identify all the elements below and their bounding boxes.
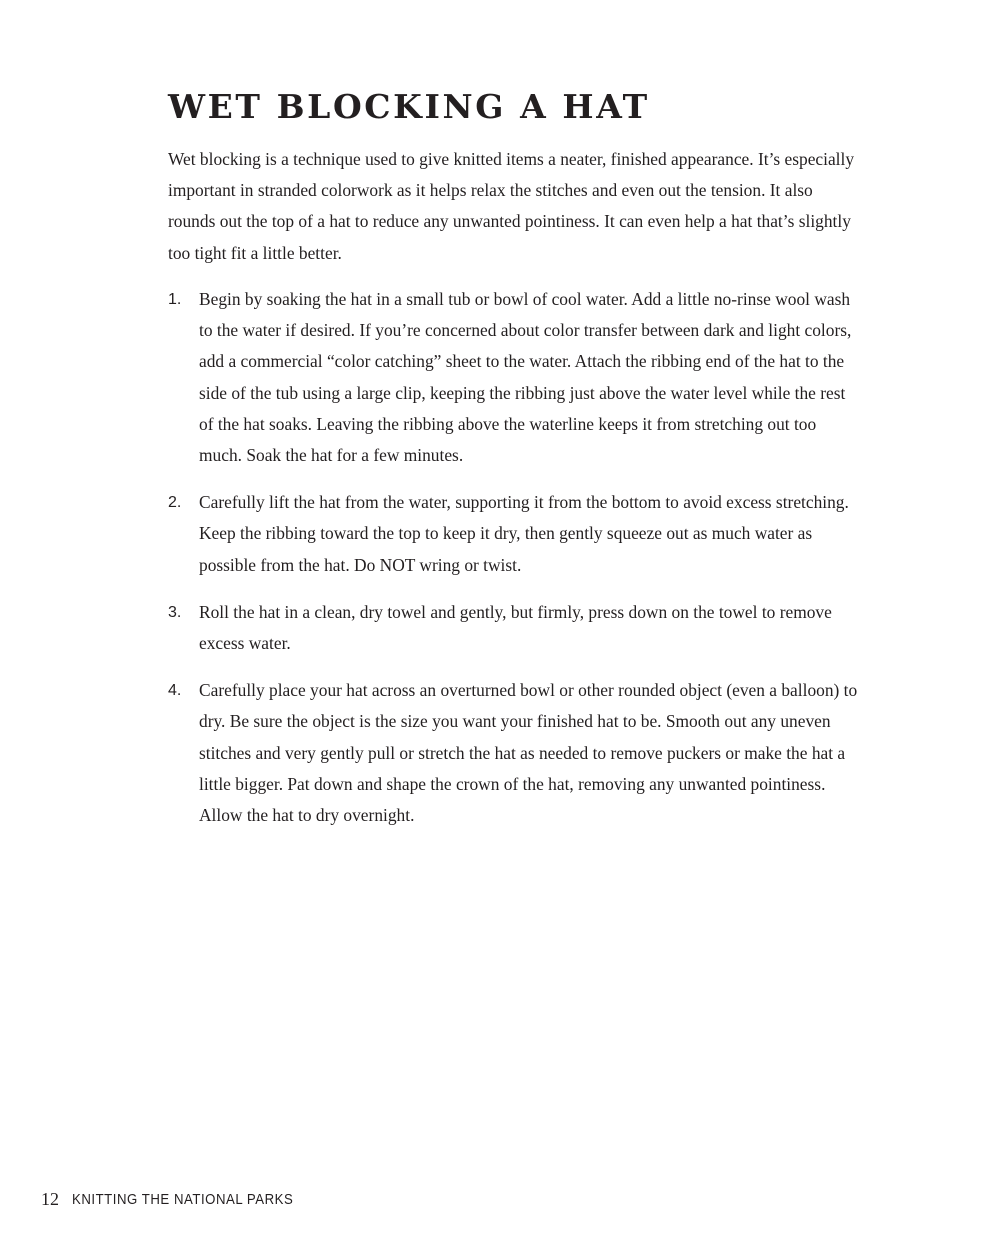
- page-title: WET BLOCKING A HAT: [168, 87, 650, 126]
- running-title: KNITTING THE NATIONAL PARKS: [72, 1190, 294, 1208]
- step-item-3: [168, 597, 858, 659]
- step-number: 3.: [168, 603, 182, 621]
- page-number: 12: [41, 1188, 59, 1209]
- step-number: 4.: [168, 682, 182, 700]
- step-text: Roll the hat in a clean, dry towel and gently, but firmly, press down on the towel to remove excess water.: [199, 601, 832, 654]
- page-footer: [41, 1186, 324, 1212]
- step-text: Carefully lift the hat from the water, supporting it from the bottom to avoid excess stretching. Keep the ribbing toward the top to keep it dry, then gently squeeze out as much water as possible from the hat. Do NOT wring or twist.: [199, 492, 849, 575]
- steps-list: [168, 284, 858, 847]
- step-number: 2.: [168, 494, 182, 512]
- step-text: Carefully place your hat across an overturned bowl or other rounded object (even a balloon) to dry. Be sure the object is the size you want your finished hat to be. Smooth out any uneven stitches and very gently pull or stretch the hat as needed to remove puckers or make the hat a little bigger. Pat down and shape the crown of the hat, removing any unwanted pointiness. Allow the hat to dry overnight.: [199, 680, 858, 826]
- step-item-2: [168, 487, 858, 581]
- step-text: Begin by soaking the hat in a small tub or bowl of cool water. Add a little no-rinse wool wash to the water if desired. If you’re concerned about color transfer between dark and light colors, add a commercial “color catching” sheet to the water. Attach the ribbing end of the hat to the side of the tub using a large clip, keeping the ribbing just above the water level while the rest of the hat soaks. Leaving the ribbing above the waterline keeps it from stretching out too much. Soak the hat for a few minutes.: [199, 289, 852, 466]
- step-number: 1.: [168, 291, 182, 308]
- step-item-4: [168, 675, 858, 831]
- step-item-1: [168, 284, 858, 471]
- intro-paragraph: Wet blocking is a technique used to give knitted items a neater, finished appearance. It’s especially important in stranded colorwork as it helps relax the stitches and even out the tension. It also rounds out the top of a hat to reduce any unwanted pointiness. It can even help a hat that’s slightly too tight fit a little better.: [168, 149, 855, 263]
